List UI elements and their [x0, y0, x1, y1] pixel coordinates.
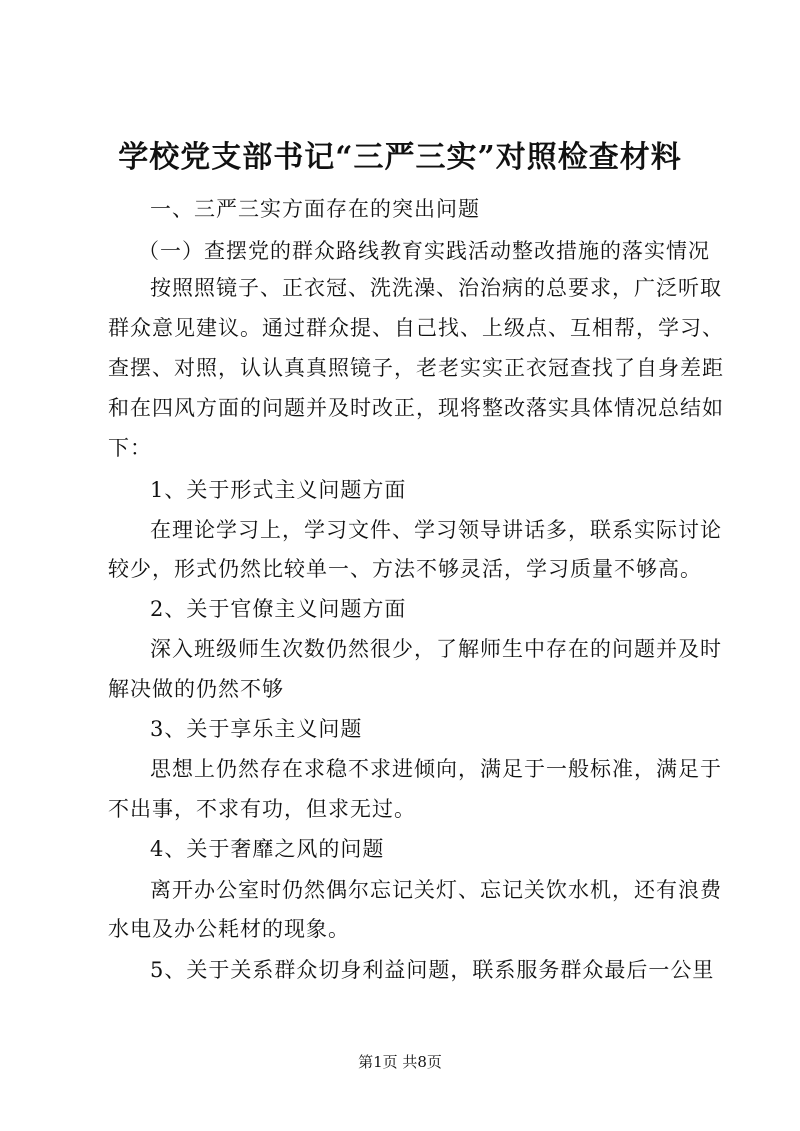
item-heading: 1、关于形式主义问题方面	[150, 478, 407, 502]
paragraph-line: 解决做的仍然不够	[108, 677, 284, 701]
paragraph-line: 思想上仍然存在求稳不求进倾向，满足于一般标准，满足于	[150, 757, 722, 781]
item-heading: 5、关于关系群众切身利益问题，联系服务群众最后一公里	[150, 958, 715, 982]
paragraph-line: 较少，形式仍然比较单一、方法不够灵活，学习质量不够高。	[108, 557, 702, 581]
page-number-footer: 第1页 共8页	[358, 1053, 442, 1071]
paragraph-line: 查摆、对照，认认真真照镜子，老老实实正衣冠查找了自身差距	[108, 356, 724, 380]
paragraph-line: 不出事，不求有功，但求无过。	[108, 797, 416, 821]
paragraph-line: 水电及办公耗材的现象。	[108, 917, 350, 941]
paragraph-line: 离开办公室时仍然偶尔忘记关灯、忘记关饮水机，还有浪费	[150, 878, 722, 902]
paragraph-line: 在理论学习上，学习文件、学习领导讲话多，联系实际讨论	[150, 518, 722, 542]
item-heading: 2、关于官僚主义问题方面	[150, 597, 407, 621]
section-heading: 一、三严三实方面存在的突出问题	[150, 197, 480, 221]
document-title: 学校党支部书记“三严三实”对照检查材料	[118, 140, 682, 175]
paragraph-line: 群众意见建议。通过群众提、自己找、上级点、互相帮，学习、	[108, 316, 724, 340]
item-heading: 4、关于奢靡之风的问题	[150, 837, 385, 861]
paragraph-line: 下：	[108, 436, 152, 460]
item-heading: 3、关于享乐主义问题	[150, 717, 363, 741]
subsection-heading: （一）查摆党的群众路线教育实践活动整改措施的落实情况	[138, 239, 710, 263]
paragraph-line: 深入班级师生次数仍然很少，了解师生中存在的问题并及时	[150, 637, 722, 661]
paragraph-line: 按照照镜子、正衣冠、洗洗澡、治治病的总要求，广泛听取	[150, 276, 722, 300]
paragraph-line: 和在四风方面的问题并及时改正，现将整改落实具体情况总结如	[108, 396, 724, 420]
